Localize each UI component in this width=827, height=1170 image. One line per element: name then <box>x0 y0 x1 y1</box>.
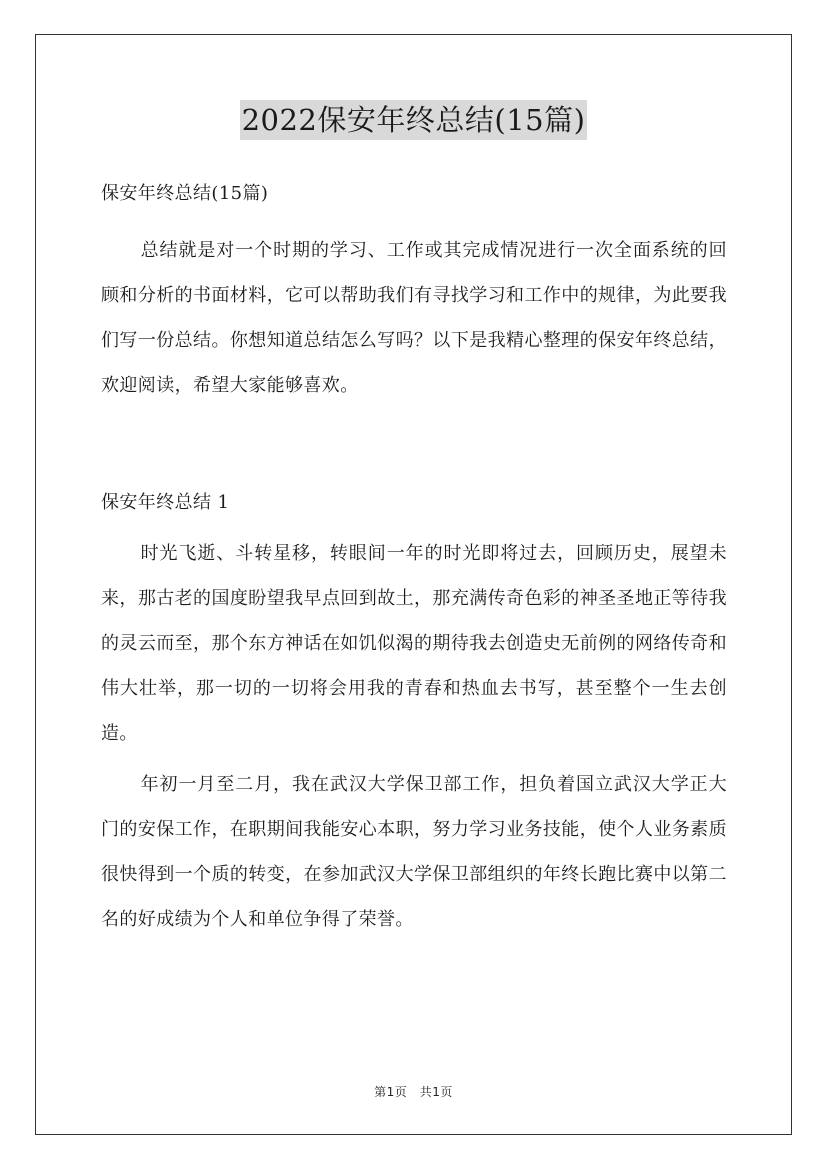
section-paragraph: 年初一月至二月，我在武汉大学保卫部工作，担负着国立武汉大学正大门的安保工作，在职期间我能安心本职，努力学习业务技能，使个人业务素质很快得到一个质的转变，在参加武汉大学保卫部组织的年终长跑比赛中以第二名的好成绩为个人和单位争得了荣誉。 <box>101 774 727 930</box>
title-container <box>0 100 827 140</box>
section-heading: 保安年终总结 1 <box>101 492 230 513</box>
document-subtitle: 保安年终总结(15篇) <box>101 183 269 204</box>
document-title: 2022保安年终总结(15篇) <box>240 100 588 140</box>
intro-paragraph: 总结就是对一个时期的学习、工作或其完成情况进行一次全面系统的回顾和分析的书面材料，它可以帮助我们有寻找学习和工作中的规律，为此要我们写一份总结。你想知道总结怎么写吗？以下是我精心整理的保安年终总结，欢迎阅读，希望大家能够喜欢。 <box>101 240 727 396</box>
page-number-footer: 第1页 共1页 <box>374 1085 453 1099</box>
section-paragraph: 时光飞逝、斗转星移，转眼间一年的时光即将过去，回顾历史，展望未来，那古老的国度盼望我早点回到故土，那充满传奇色彩的神圣圣地正等待我的灵云而至，那个东方神话在如饥似渴的期待我去创造史无前例的网络传奇和伟大壮举，那一切的一切将会用我的青春和热血去书写，甚至整个一生去创造。 <box>101 543 727 744</box>
document-body <box>101 176 727 942</box>
